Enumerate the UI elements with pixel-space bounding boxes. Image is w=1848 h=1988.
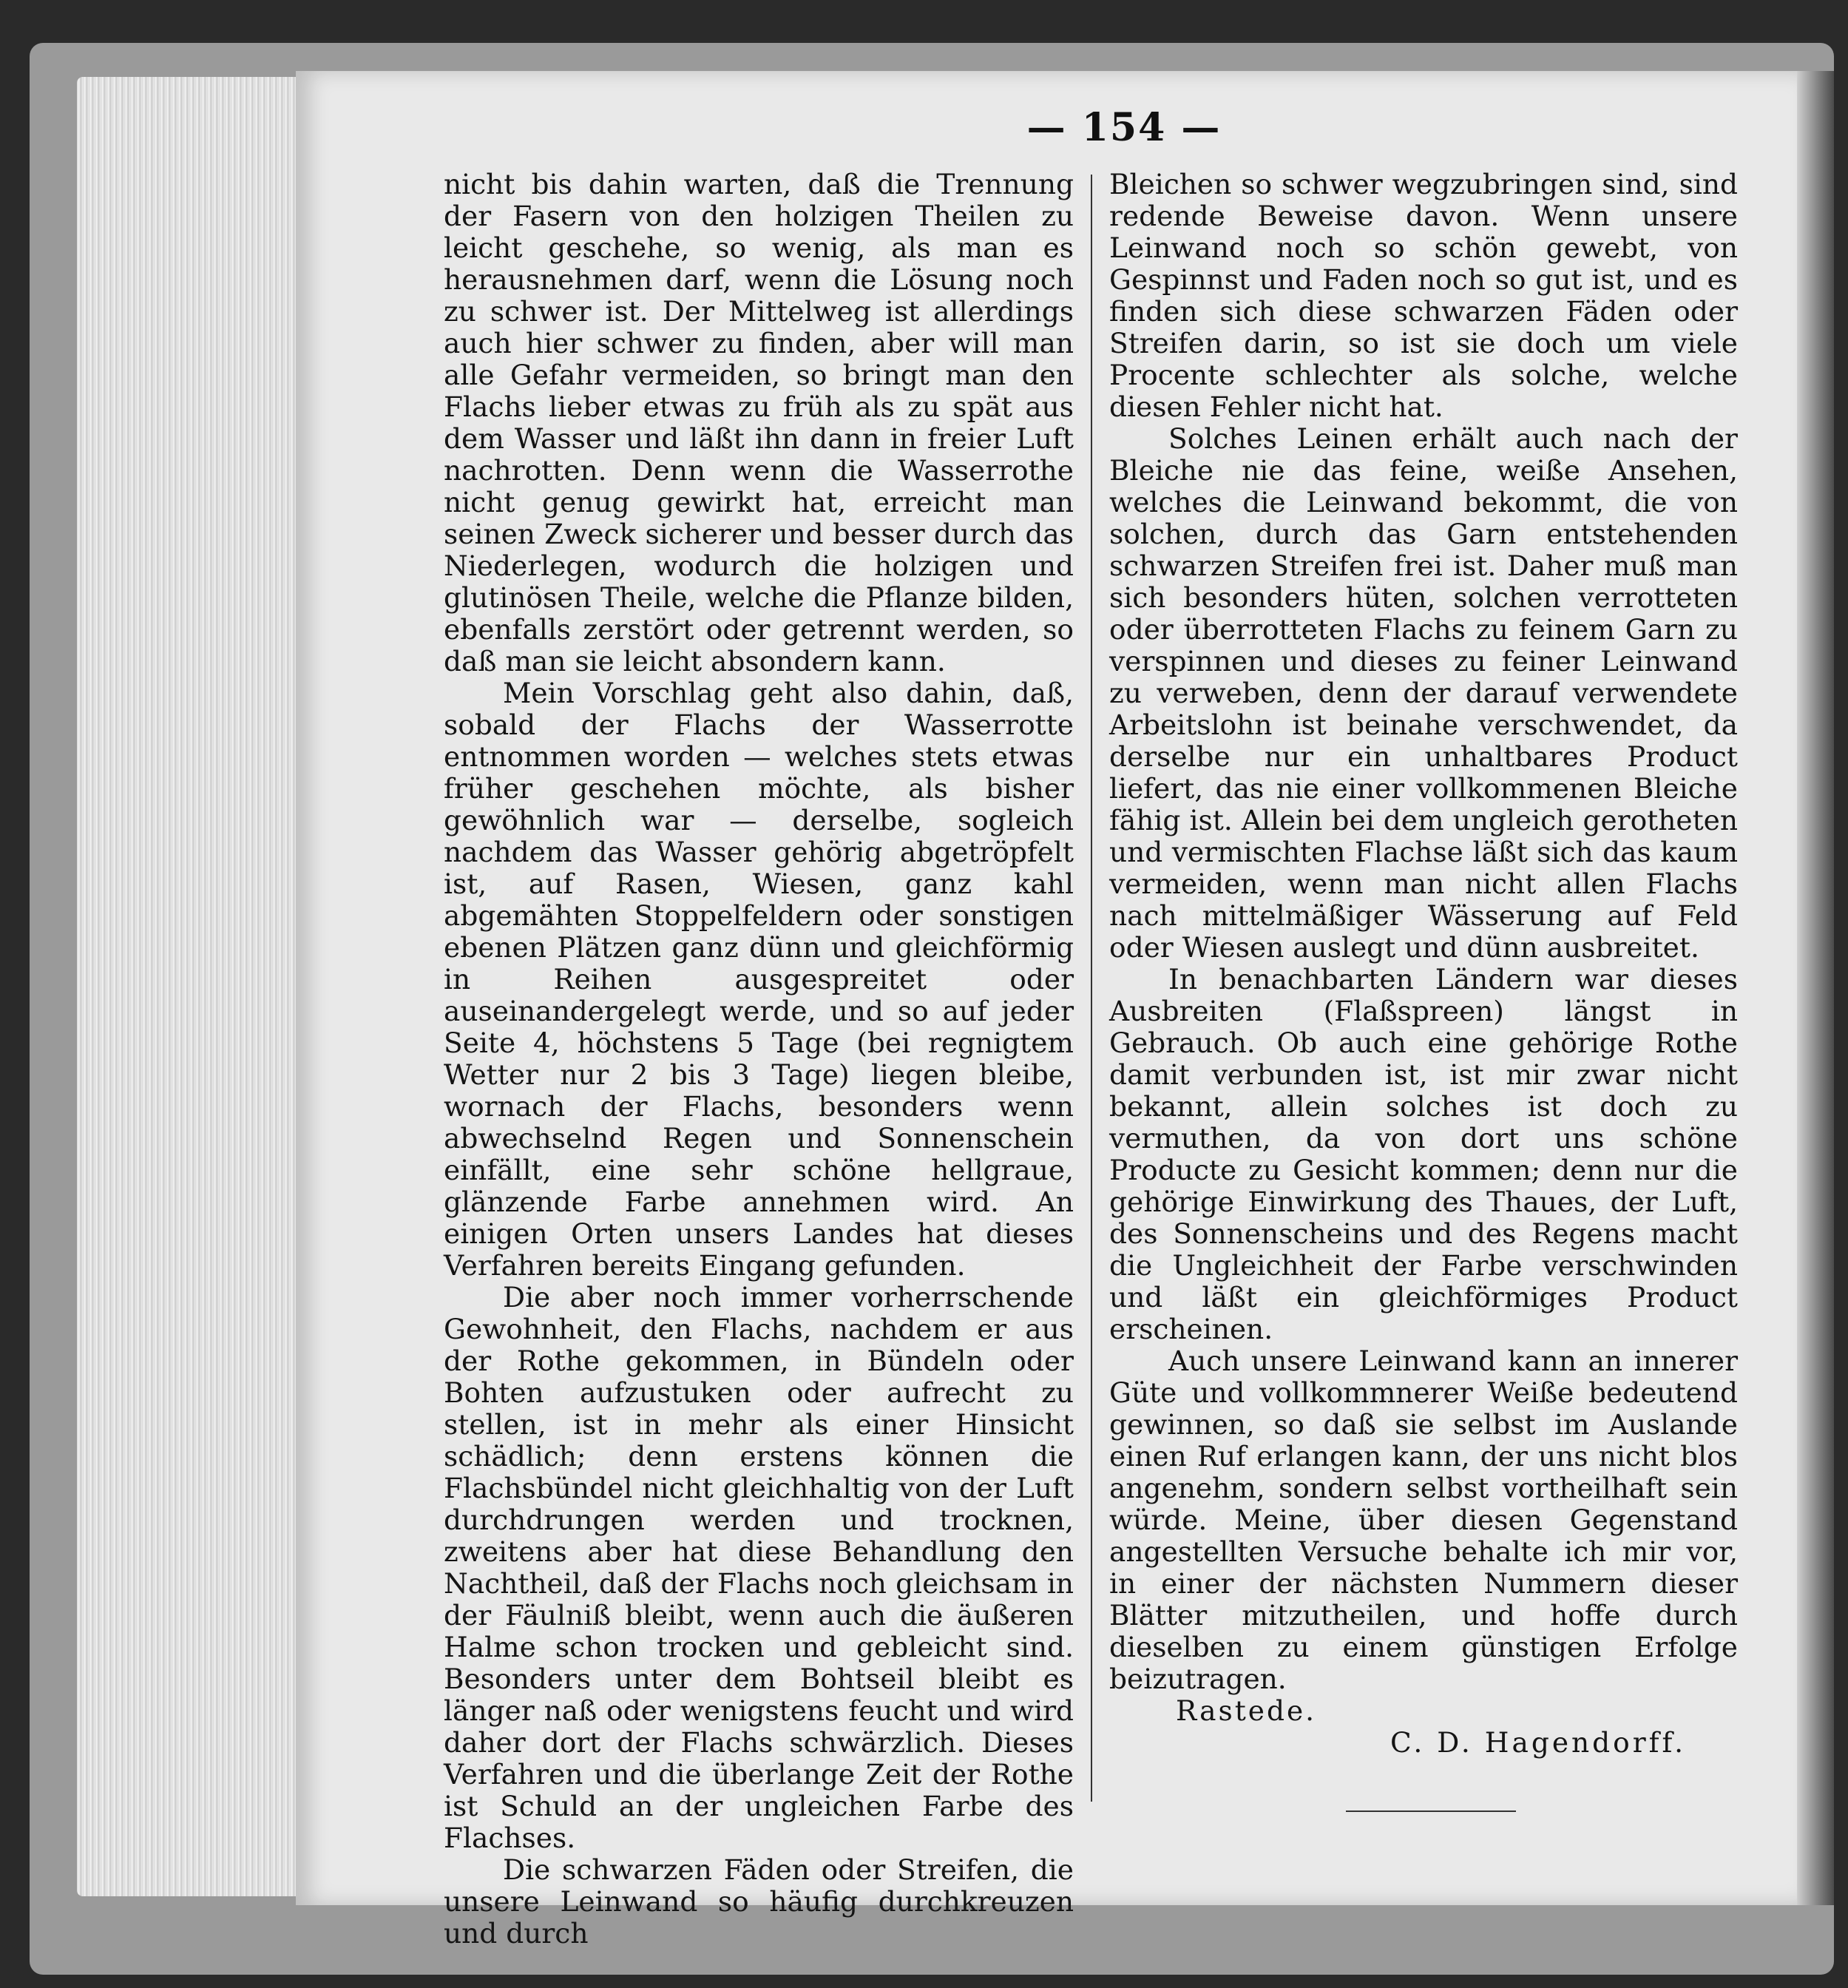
place-name: Rastede. [1176, 1694, 1317, 1727]
column-divider [1091, 175, 1092, 1802]
paragraph: Die aber noch immer vorherrschende Gewohnheit, den Flachs, nachdem er aus der Rothe gekommen, in Bündeln oder Bohten aufzustuken oder aufrecht zu stellen, ist in mehr als einer Hinsicht schädlich; denn erstens können die Flachsbündel nicht gleichhaltig von der Luft durchdrungen werden und trocknen, zweitens aber hat diese Behandlung den Nachtheil, daß der Flachs noch gleichsam in der Fäulniß bleibt, wenn auch die äußeren Halme schon trocken und gebleicht sind. Besonders unter dem Bohtseil bleibt es länger naß oder wenigstens feucht und wird daher dort der Flachs schwärzlich. Dieses Verfahren und die überlange Zeit der Rothe ist Schuld an der ungleichen Farbe des Flachses. [444, 1281, 1074, 1854]
author-signature: C. D. Hagendorff. [1390, 1726, 1687, 1759]
book-right-edge [1797, 71, 1834, 1905]
page-number: — 154 — [1026, 105, 1222, 150]
paragraph: Die schwarzen Fäden oder Streifen, die unsere Leinwand so häufig durchkreuzen und durch [444, 1853, 1074, 1950]
paragraph: Solches Leinen erhält auch nach der Bleiche nie das feine, weiße Ansehen, welches die Leinwand bekommt, die von solchen, durch das Garn entstehenden schwarzen Streifen frei ist. Daher muß man sich besonders hüten, solchen verrotteten oder überrotteten Flachs zu feinem Garn zu verspinnen und dieses zu feiner Leinwand zu verweben, denn der darauf verwendete Arbeitslohn ist beinahe verschwendet, da derselbe nur ein unhaltbares Product liefert, das nie einer vollkommenen Bleiche fähig ist. Allein bei dem ungleich gerotheten und vermischten Flachse läßt sich das kaum vermeiden, wenn man nicht allen Flachs nach mittelmäßiger Wässerung auf Feld oder Wiesen auslegt und dünn ausbreitet. [1109, 422, 1738, 964]
left-column [444, 169, 1074, 1950]
paragraph: Mein Vorschlag geht also dahin, daß, sobald der Flachs der Wasserrotte entnommen worden — welches stets etwas früher geschehen möchte, als bisher gewöhnlich war — derselbe, sogleich nachdem das Wasser gehörig abgetröpfelt ist, auf Rasen, Wiesen, ganz kahl abgemähten Stoppelfeldern oder sonstigen ebenen Plätzen ganz dünn und gleichförmig in Reihen ausgespreitet oder auseinandergelegt werde, und so auf jeder Seite 4, höchstens 5 Tage (bei regnigtem Wetter nur 2 bis 3 Tage) liegen bleibe, wornach der Flachs, besonders wenn abwechselnd Regen und Sonnenschein einfällt, eine sehr schöne hellgraue, glänzende Farbe annehmen wird. An einigen Orten unsers Landes hat dieses Verfahren bereits Eingang gefunden. [444, 677, 1074, 1282]
closing-rule [1346, 1810, 1516, 1812]
right-column [1109, 169, 1738, 1812]
paragraph: nicht bis dahin warten, daß die Trennung der Fasern von den holzigen Theilen zu leicht geschehe, so wenig, als man es herausnehmen darf, wenn die Lösung noch zu schwer ist. Der Mittelweg ist allerdings auch hier schwer zu finden, aber will man alle Gefahr vermeiden, so bringt man den Flachs lieber etwas zu früh als zu spät aus dem Wasser und läßt ihn dann in freier Luft nachrotten. Denn wenn die Wasserrothe nicht genug gewirkt hat, erreicht man seinen Zweck sicherer und besser durch das Niederlegen, wodurch die holzigen und glutinösen Theile, welche die Pflanze bilden, ebenfalls zerstört oder getrennt werden, so daß man sie leicht absondern kann. [444, 168, 1074, 677]
page-edges [77, 77, 314, 1896]
paragraph: In benachbarten Ländern war dieses Ausbreiten (Flaßspreen) längst in Gebrauch. Ob auch eine gehörige Rothe damit verbunden ist, ist mir zwar nicht bekannt, allein solches ist doch zu vermuthen, da von dort uns schöne Producte zu Gesicht kommen; denn nur die gehörige Einwirkung des Thaues, der Luft, des Sonnenscheins und des Regens macht die Ungleichheit der Farbe verschwinden und läßt ein gleichförmiges Product erscheinen. [1109, 963, 1738, 1345]
paragraph: Bleichen so schwer wegzubringen sind, sind redende Beweise davon. Wenn unsere Leinwand noch so schön gewebt, von Gespinnst und Faden noch so gut ist, und es finden sich diese schwarzen Fäden oder Streifen darin, so ist sie doch um viele Procente schlechter als solche, welche diesen Fehler nicht hat. [1109, 168, 1738, 423]
paragraph: Auch unsere Leinwand kann an innerer Güte und vollkommnerer Weiße bedeutend gewinnen, so daß sie selbst im Auslande einen Ruf erlangen kann, der uns nicht blos angenehm, sondern selbst vortheilhaft sein würde. Meine, über diesen Gegenstand angestellten Versuche behalte ich mir vor, in einer der nächsten Nummern dieser Blätter mitzutheilen, und hoffe durch dieselben zu einem günstigen Erfolge beizutragen. [1109, 1345, 1738, 1695]
